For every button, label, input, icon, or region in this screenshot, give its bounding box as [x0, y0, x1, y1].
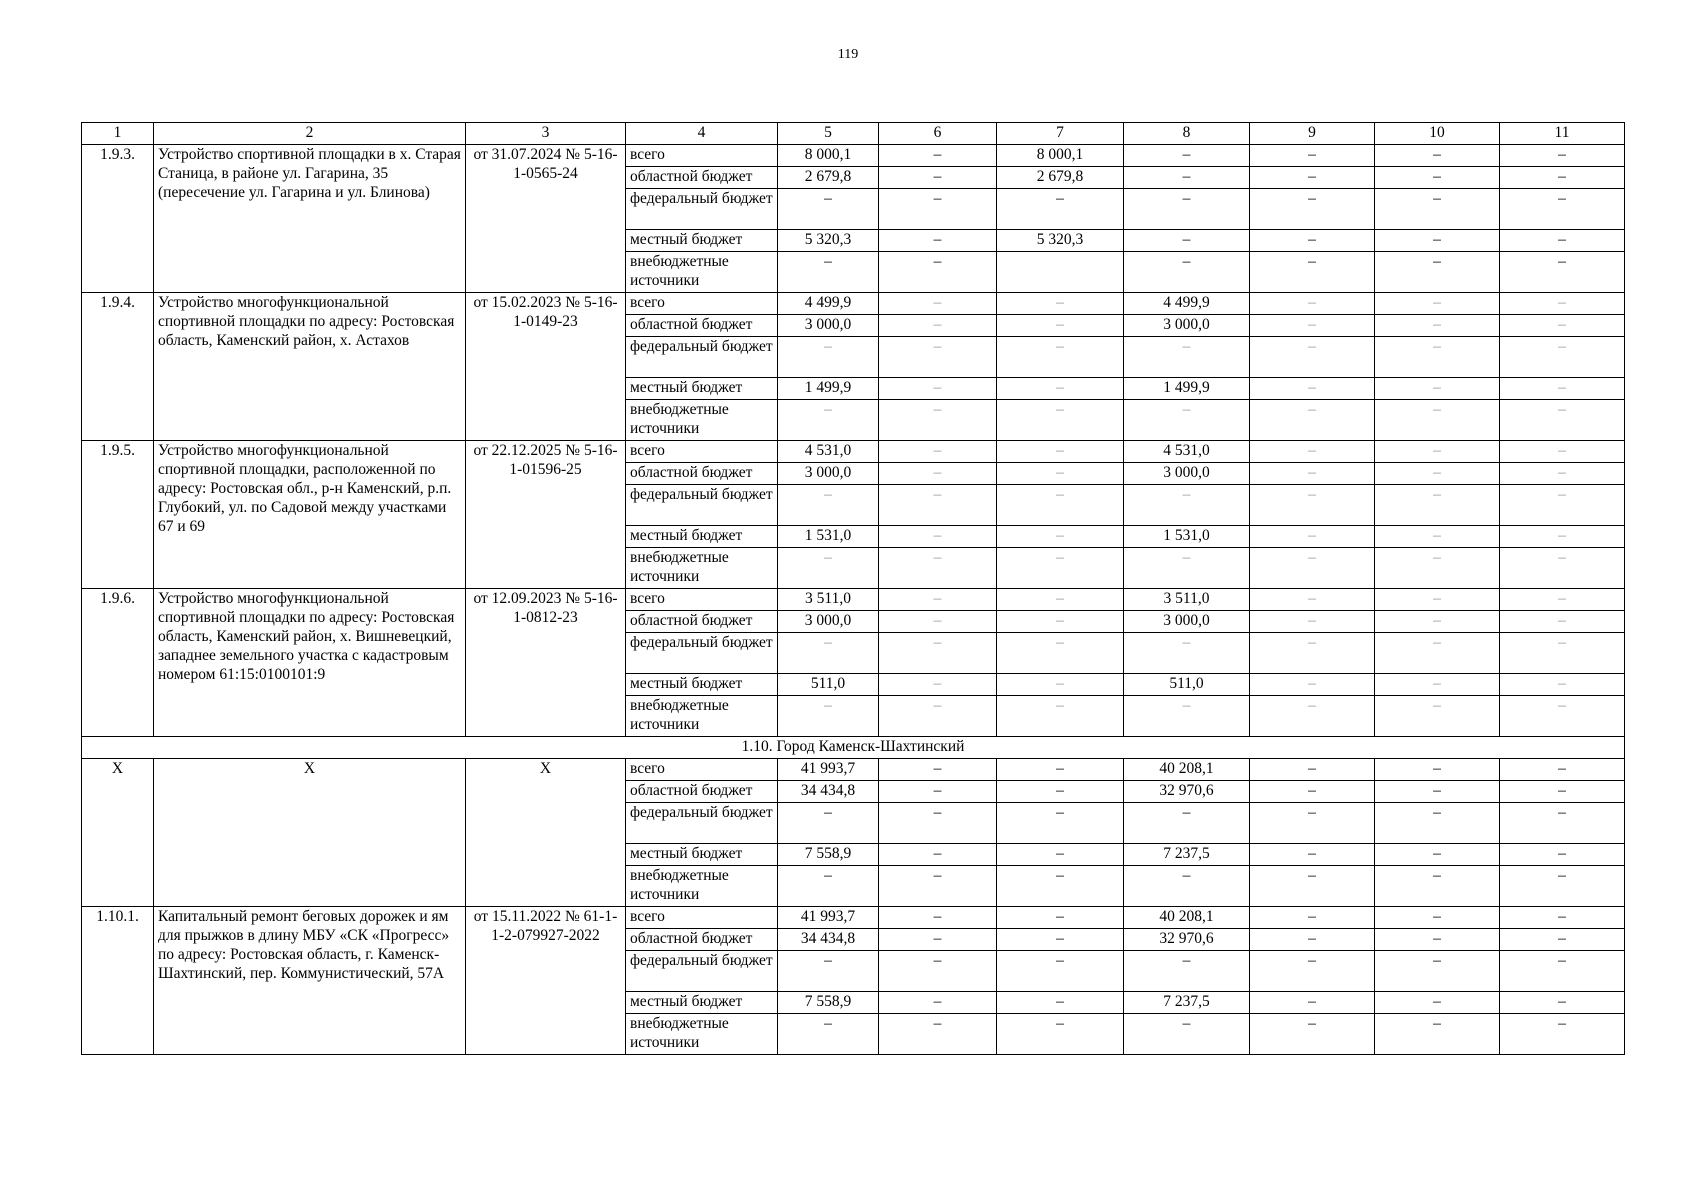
value-cell: – [997, 803, 1124, 844]
value-cell: – [1500, 696, 1625, 737]
value-cell: – [997, 526, 1124, 548]
value-cell: – [1250, 337, 1375, 378]
funding-source-label: внебюджетные источники [626, 1014, 778, 1055]
value-cell: – [1500, 866, 1625, 907]
funding-source-label: федеральный бюджет [626, 485, 778, 526]
value-cell: 7 237,5 [1124, 992, 1250, 1014]
value-cell: – [879, 803, 997, 844]
value-cell: – [1375, 696, 1500, 737]
item-document: от 15.02.2023 № 5-16-1-0149-23 [466, 293, 626, 441]
value-cell: – [1500, 485, 1625, 526]
value-cell: – [1124, 951, 1250, 992]
page-number: 119 [837, 47, 859, 62]
value-cell: – [1250, 907, 1375, 929]
value-cell: – [1375, 803, 1500, 844]
value-cell: – [778, 548, 879, 589]
value-cell: 7 558,9 [778, 844, 879, 866]
table-row [82, 441, 1625, 463]
funding-source-label: внебюджетные источники [626, 252, 778, 293]
funding-source-label: областной бюджет [626, 781, 778, 803]
value-cell: – [1250, 844, 1375, 866]
value-cell: – [778, 337, 879, 378]
value-cell: – [879, 315, 997, 337]
value-cell: – [997, 378, 1124, 400]
value-cell: 3 000,0 [778, 463, 879, 485]
value-cell: 7 558,9 [778, 992, 879, 1014]
table-row [82, 145, 1625, 167]
item-document: X [466, 759, 626, 907]
item-code: 1.9.3. [82, 145, 154, 293]
value-cell: – [1250, 803, 1375, 844]
value-cell: – [879, 252, 997, 293]
value-cell: – [1375, 293, 1500, 315]
section-row [82, 737, 1625, 759]
value-cell: – [1375, 781, 1500, 803]
value-cell: – [997, 907, 1124, 929]
value-cell: – [879, 696, 997, 737]
table-row [82, 759, 1625, 781]
value-cell: – [879, 844, 997, 866]
item-document: от 22.12.2025 № 5-16-1-01596-25 [466, 441, 626, 589]
funding-source-label: федеральный бюджет [626, 337, 778, 378]
value-cell: 3 511,0 [1124, 589, 1250, 611]
value-cell: – [879, 674, 997, 696]
value-cell: – [1500, 781, 1625, 803]
value-cell [997, 252, 1124, 293]
value-cell: – [1500, 589, 1625, 611]
value-cell: – [1124, 485, 1250, 526]
value-cell: – [1250, 378, 1375, 400]
value-cell: – [778, 951, 879, 992]
value-cell: 1 499,9 [1124, 378, 1250, 400]
value-cell: – [1250, 485, 1375, 526]
value-cell: 1 499,9 [778, 378, 879, 400]
value-cell: 5 320,3 [778, 230, 879, 252]
value-cell: 34 434,8 [778, 929, 879, 951]
value-cell: – [778, 400, 879, 441]
value-cell: – [1500, 441, 1625, 463]
table-body [82, 145, 1625, 1055]
value-cell: – [1375, 230, 1500, 252]
value-cell: – [879, 293, 997, 315]
value-cell: – [879, 485, 997, 526]
value-cell: 3 000,0 [1124, 315, 1250, 337]
value-cell: – [1375, 589, 1500, 611]
value-cell: – [778, 485, 879, 526]
value-cell: – [997, 844, 1124, 866]
funding-source-label: местный бюджет [626, 378, 778, 400]
value-cell: – [1375, 463, 1500, 485]
value-cell: – [1500, 929, 1625, 951]
item-name: X [154, 759, 466, 907]
value-cell: – [1375, 992, 1500, 1014]
value-cell: – [997, 315, 1124, 337]
value-cell: 32 970,6 [1124, 781, 1250, 803]
value-cell: – [778, 1014, 879, 1055]
value-cell: – [1500, 907, 1625, 929]
header-row [82, 123, 1625, 145]
value-cell: 3 000,0 [778, 611, 879, 633]
value-cell: – [997, 293, 1124, 315]
value-cell: – [1375, 441, 1500, 463]
item-name: Устройство многофункциональной спортивной площадки по адресу: Ростовская область, Каменский район, х. Вишневецкий, западнее земельного участка с кадастровым номером 61:15:0100101:9 [154, 589, 466, 737]
funding-source-label: всего [626, 907, 778, 929]
value-cell: – [1500, 548, 1625, 589]
column-header: 4 [626, 123, 778, 145]
funding-source-label: федеральный бюджет [626, 951, 778, 992]
value-cell: – [997, 1014, 1124, 1055]
funding-source-label: областной бюджет [626, 167, 778, 189]
value-cell: 41 993,7 [778, 907, 879, 929]
column-header: 1 [82, 123, 154, 145]
value-cell: – [1124, 696, 1250, 737]
value-cell: – [997, 441, 1124, 463]
value-cell: – [1375, 400, 1500, 441]
value-cell: – [879, 441, 997, 463]
value-cell: – [1250, 441, 1375, 463]
value-cell: – [1500, 252, 1625, 293]
value-cell: – [1124, 230, 1250, 252]
value-cell: – [997, 696, 1124, 737]
value-cell: – [1250, 696, 1375, 737]
value-cell: – [997, 400, 1124, 441]
funding-source-label: внебюджетные источники [626, 696, 778, 737]
value-cell: – [879, 189, 997, 230]
value-cell: – [1500, 844, 1625, 866]
value-cell: 511,0 [778, 674, 879, 696]
funding-source-label: местный бюджет [626, 674, 778, 696]
item-name: Устройство многофункциональной спортивной площадки, расположенной по адресу: Ростовская обл., р-н Каменский, р.п. Глубокий, ул. по Садовой между участками 67 и 69 [154, 441, 466, 589]
value-cell: – [1250, 189, 1375, 230]
value-cell: – [1500, 230, 1625, 252]
value-cell: – [879, 781, 997, 803]
value-cell: – [1250, 548, 1375, 589]
value-cell: – [778, 189, 879, 230]
value-cell: – [997, 485, 1124, 526]
value-cell: 5 320,3 [997, 230, 1124, 252]
value-cell: – [1250, 463, 1375, 485]
value-cell: – [1375, 526, 1500, 548]
value-cell: – [1124, 252, 1250, 293]
value-cell: – [778, 252, 879, 293]
value-cell: 3 000,0 [1124, 463, 1250, 485]
item-name: Капитальный ремонт беговых дорожек и ям для прыжков в длину МБУ «СК «Прогресс» по адресу: Ростовская область, г. Каменск-Шахтинский, пер. Коммунистический, 57А [154, 907, 466, 1055]
value-cell: – [1500, 378, 1625, 400]
value-cell: – [1500, 145, 1625, 167]
column-header: 5 [778, 123, 879, 145]
value-cell: – [879, 167, 997, 189]
item-code: X [82, 759, 154, 907]
value-cell: 40 208,1 [1124, 907, 1250, 929]
value-cell: – [1250, 633, 1375, 674]
value-cell: 2 679,8 [778, 167, 879, 189]
value-cell: – [1375, 907, 1500, 929]
value-cell: – [997, 548, 1124, 589]
value-cell: – [879, 526, 997, 548]
value-cell: – [1124, 145, 1250, 167]
value-cell: – [997, 781, 1124, 803]
funding-source-label: внебюджетные источники [626, 548, 778, 589]
value-cell: – [879, 337, 997, 378]
item-document: от 31.07.2024 № 5-16-1-0565-24 [466, 145, 626, 293]
value-cell: – [1250, 674, 1375, 696]
value-cell: 41 993,7 [778, 759, 879, 781]
value-cell: – [1375, 252, 1500, 293]
table-row [82, 589, 1625, 611]
funding-source-label: областной бюджет [626, 315, 778, 337]
value-cell: – [879, 633, 997, 674]
value-cell: – [1375, 759, 1500, 781]
column-header: 7 [997, 123, 1124, 145]
value-cell: 4 531,0 [1124, 441, 1250, 463]
value-cell: – [1500, 803, 1625, 844]
section-title: 1.10. Город Каменск-Шахтинский [82, 737, 1625, 759]
value-cell: – [1124, 633, 1250, 674]
column-header: 8 [1124, 123, 1250, 145]
value-cell: – [1124, 866, 1250, 907]
value-cell: – [1500, 633, 1625, 674]
value-cell: 3 000,0 [1124, 611, 1250, 633]
value-cell: – [1375, 167, 1500, 189]
value-cell: – [778, 803, 879, 844]
value-cell: – [879, 992, 997, 1014]
column-header: 2 [154, 123, 466, 145]
column-header: 6 [879, 123, 997, 145]
value-cell: 1 531,0 [778, 526, 879, 548]
value-cell: – [1250, 145, 1375, 167]
item-code: 1.9.6. [82, 589, 154, 737]
value-cell: – [879, 145, 997, 167]
value-cell: – [997, 463, 1124, 485]
value-cell: – [1375, 1014, 1500, 1055]
value-cell: 1 531,0 [1124, 526, 1250, 548]
value-cell: – [1250, 781, 1375, 803]
funding-source-label: всего [626, 293, 778, 315]
item-code: 1.9.5. [82, 441, 154, 589]
column-header: 10 [1375, 123, 1500, 145]
value-cell: – [879, 759, 997, 781]
item-name: Устройство многофункциональной спортивной площадки по адресу: Ростовская область, Каменский район, х. Астахов [154, 293, 466, 441]
value-cell: – [1375, 951, 1500, 992]
value-cell: 3 511,0 [778, 589, 879, 611]
value-cell: 7 237,5 [1124, 844, 1250, 866]
value-cell: – [997, 611, 1124, 633]
value-cell: – [1500, 400, 1625, 441]
value-cell: – [879, 378, 997, 400]
value-cell: – [1250, 167, 1375, 189]
value-cell: – [879, 589, 997, 611]
value-cell: – [1500, 992, 1625, 1014]
funding-source-label: местный бюджет [626, 230, 778, 252]
value-cell: – [1375, 633, 1500, 674]
value-cell: – [1375, 145, 1500, 167]
table-row [82, 293, 1625, 315]
item-document: от 12.09.2023 № 5-16-1-0812-23 [466, 589, 626, 737]
funding-source-label: областной бюджет [626, 929, 778, 951]
value-cell: 4 499,9 [778, 293, 879, 315]
value-cell: – [997, 337, 1124, 378]
value-cell: 3 000,0 [778, 315, 879, 337]
value-cell: – [1500, 759, 1625, 781]
value-cell: – [1250, 929, 1375, 951]
value-cell: – [1250, 315, 1375, 337]
value-cell: – [1375, 485, 1500, 526]
value-cell: – [879, 548, 997, 589]
value-cell: – [778, 696, 879, 737]
value-cell: 32 970,6 [1124, 929, 1250, 951]
value-cell: – [997, 589, 1124, 611]
value-cell: – [1375, 866, 1500, 907]
funding-source-label: федеральный бюджет [626, 633, 778, 674]
value-cell: – [1124, 1014, 1250, 1055]
funding-source-label: всего [626, 145, 778, 167]
funding-source-label: местный бюджет [626, 992, 778, 1014]
value-cell: – [1250, 951, 1375, 992]
value-cell: – [997, 674, 1124, 696]
funding-source-label: федеральный бюджет [626, 803, 778, 844]
funding-source-label: внебюджетные источники [626, 866, 778, 907]
value-cell: 40 208,1 [1124, 759, 1250, 781]
value-cell: – [1375, 189, 1500, 230]
value-cell: – [1250, 230, 1375, 252]
value-cell: – [997, 633, 1124, 674]
funding-source-label: всего [626, 759, 778, 781]
value-cell: – [1250, 759, 1375, 781]
value-cell: – [1500, 315, 1625, 337]
value-cell: – [1500, 611, 1625, 633]
value-cell: – [997, 992, 1124, 1014]
value-cell: – [1250, 293, 1375, 315]
funding-source-label: всего [626, 589, 778, 611]
value-cell: – [879, 400, 997, 441]
value-cell: – [879, 463, 997, 485]
value-cell: – [1124, 400, 1250, 441]
value-cell: 4 499,9 [1124, 293, 1250, 315]
item-document: от 15.11.2022 № 61-1-1-2-079927-2022 [466, 907, 626, 1055]
value-cell: – [1375, 315, 1500, 337]
value-cell: – [1500, 951, 1625, 992]
column-header: 9 [1250, 123, 1375, 145]
value-cell: 2 679,8 [997, 167, 1124, 189]
value-cell: – [1500, 526, 1625, 548]
funding-source-label: внебюджетные источники [626, 400, 778, 441]
value-cell: – [997, 951, 1124, 992]
value-cell: – [879, 951, 997, 992]
funding-source-label: всего [626, 441, 778, 463]
value-cell: 8 000,1 [778, 145, 879, 167]
value-cell: – [879, 907, 997, 929]
value-cell: 34 434,8 [778, 781, 879, 803]
item-code: 1.10.1. [82, 907, 154, 1055]
value-cell: – [1500, 167, 1625, 189]
value-cell: – [1500, 1014, 1625, 1055]
value-cell: – [1375, 337, 1500, 378]
value-cell: – [1250, 400, 1375, 441]
value-cell: – [879, 230, 997, 252]
value-cell: – [1375, 674, 1500, 696]
value-cell: – [1500, 293, 1625, 315]
value-cell: – [1124, 548, 1250, 589]
value-cell: – [1500, 674, 1625, 696]
value-cell: – [778, 866, 879, 907]
value-cell: – [1250, 252, 1375, 293]
value-cell: – [1375, 611, 1500, 633]
value-cell: – [1124, 189, 1250, 230]
value-cell: – [1375, 548, 1500, 589]
column-header: 3 [466, 123, 626, 145]
value-cell: – [1500, 337, 1625, 378]
value-cell: – [1124, 337, 1250, 378]
item-name: Устройство спортивной площадки в х. Старая Станица, в районе ул. Гагарина, 35 (пересечение ул. Гагарина и ул. Блинова) [154, 145, 466, 293]
value-cell: – [1250, 526, 1375, 548]
value-cell: – [997, 759, 1124, 781]
value-cell: – [1250, 1014, 1375, 1055]
table-row [82, 907, 1625, 929]
value-cell: – [1124, 167, 1250, 189]
value-cell: – [778, 633, 879, 674]
item-code: 1.9.4. [82, 293, 154, 441]
funding-source-label: областной бюджет [626, 611, 778, 633]
value-cell: – [1500, 463, 1625, 485]
funding-source-label: местный бюджет [626, 526, 778, 548]
value-cell: – [1375, 929, 1500, 951]
budget-table [81, 122, 1625, 1055]
funding-source-label: местный бюджет [626, 844, 778, 866]
value-cell: – [1375, 378, 1500, 400]
column-header: 11 [1500, 123, 1625, 145]
value-cell: – [879, 611, 997, 633]
value-cell: 4 531,0 [778, 441, 879, 463]
value-cell: – [1250, 589, 1375, 611]
value-cell: – [879, 866, 997, 907]
value-cell: – [997, 866, 1124, 907]
value-cell: – [1250, 992, 1375, 1014]
value-cell: – [1250, 866, 1375, 907]
value-cell: 511,0 [1124, 674, 1250, 696]
value-cell: – [879, 1014, 997, 1055]
funding-source-label: федеральный бюджет [626, 189, 778, 230]
funding-source-label: областной бюджет [626, 463, 778, 485]
value-cell: – [997, 189, 1124, 230]
value-cell: – [1124, 803, 1250, 844]
value-cell: – [1250, 611, 1375, 633]
value-cell: – [1375, 844, 1500, 866]
value-cell: – [879, 929, 997, 951]
value-cell: – [997, 929, 1124, 951]
value-cell: 8 000,1 [997, 145, 1124, 167]
value-cell: – [1500, 189, 1625, 230]
